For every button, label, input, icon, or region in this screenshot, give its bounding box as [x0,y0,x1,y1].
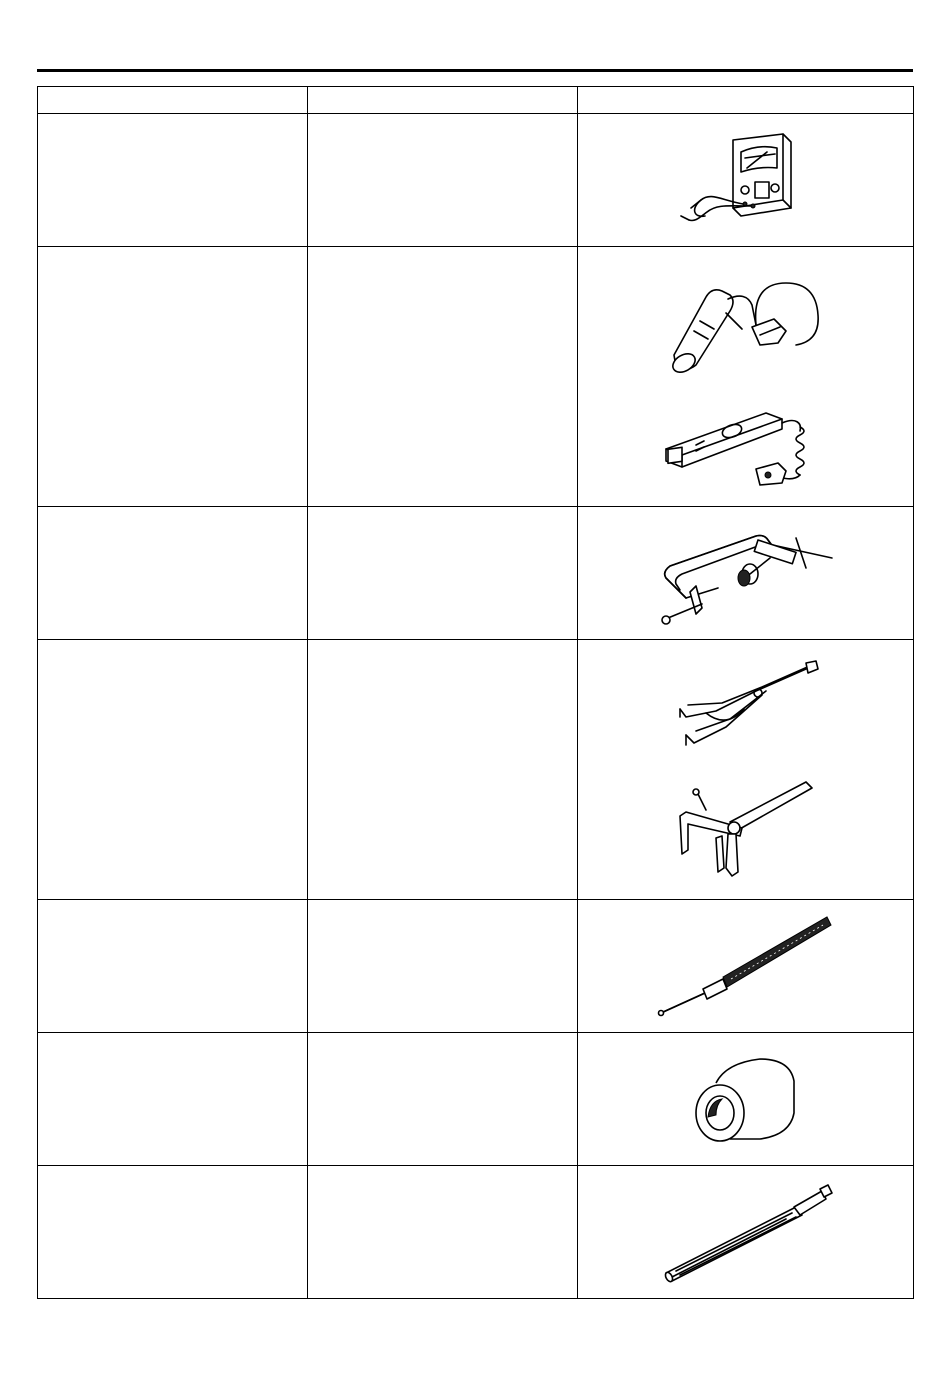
timing-light-icon [656,265,836,375]
row-4-col-2 [308,640,578,900]
inductive-pickup-tester-icon [656,399,836,489]
row-7-illustration [578,1166,914,1299]
cylindrical-attachment-icon [686,1049,806,1149]
locking-pliers-icon [666,657,826,752]
table-row [38,1033,914,1166]
row-2-col-1 [38,247,308,507]
row-6-illustration [578,1033,914,1166]
row-1-illustration [578,114,914,247]
holder-tool-icon [666,772,826,882]
table-row [38,114,914,247]
row-3-illustration [578,507,914,640]
row-1-col-2 [308,114,578,247]
table-row [38,1166,914,1299]
header-col-3 [578,87,914,114]
multimeter-icon [671,130,821,230]
table-row [38,507,914,640]
row-6-col-1 [38,1033,308,1166]
table-row [38,900,914,1033]
special-tools-table [37,86,914,1299]
row-5-illustration [578,900,914,1033]
row-1-col-1 [38,114,308,247]
table-header-row [38,87,914,114]
row-4-col-1 [38,640,308,900]
table-row [38,640,914,900]
row-2-illustration [578,247,914,507]
header-col-2 [308,87,578,114]
valve-spring-compressor-icon [646,518,846,628]
row-4-illustration [578,640,914,900]
table-row [38,247,914,507]
valve-guide-reamer-icon [656,1177,836,1287]
row-3-col-2 [308,507,578,640]
row-6-col-2 [308,1033,578,1166]
row-2-col-2 [308,247,578,507]
knurled-driver-rod-icon [651,911,841,1021]
header-col-1 [38,87,308,114]
row-7-col-1 [38,1166,308,1299]
top-rule [37,69,913,72]
row-3-col-1 [38,507,308,640]
row-7-col-2 [308,1166,578,1299]
row-5-col-2 [308,900,578,1033]
row-5-col-1 [38,900,308,1033]
